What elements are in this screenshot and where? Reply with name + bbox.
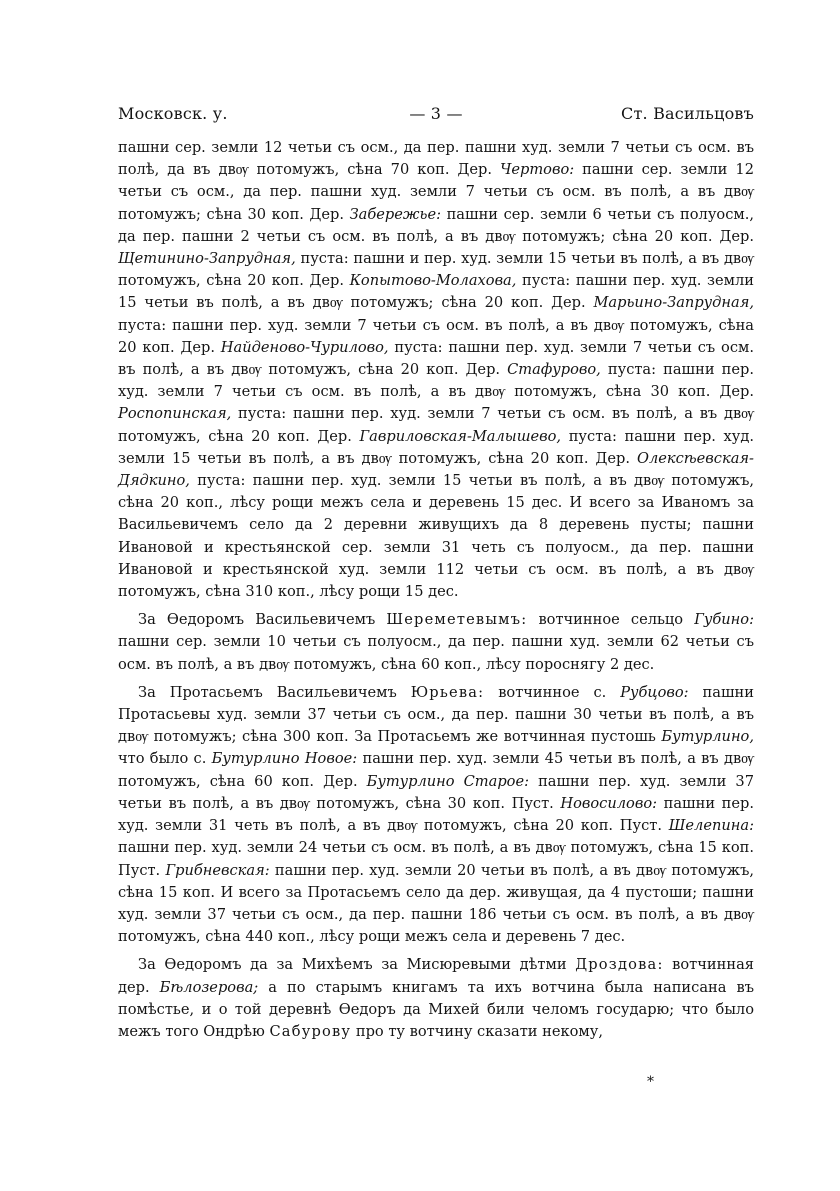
place-name: Забережье:: [349, 205, 441, 223]
place-name: Роспопинская,: [118, 405, 232, 423]
text-run: пуста: пашни пер. худ. земли 7 четьи съ осм. въ полѣ, а въ двѹ потомужъ, сѣна 30 коп. Дер.: [118, 361, 755, 401]
text-run: а по старымъ книгамъ та ихъ вотчина была написана въ помѣстье, и о той деревнѣ Ѳедоръ да Михей били челомъ государю; что было межъ того Ондрѣю: [118, 978, 755, 1040]
page-number: — 3 —: [409, 104, 463, 123]
place-name: Олексѣевская-Дядкино,: [118, 449, 754, 490]
paragraph: [118, 954, 754, 1043]
surname: Сабурову: [269, 1022, 352, 1040]
place-name: Марьино-Запрудная,: [593, 294, 754, 312]
text-run: За Протасьемъ Васильевичемъ: [138, 683, 411, 701]
text-run: вотчинная дер.: [118, 956, 754, 996]
text-run: пашни сер. земли 12 четьи съ осм., да пер. пашни худ. земли 7 четьи съ осм. въ полѣ, да въ двѹ потомужъ, сѣна 70 коп. Дер.: [118, 139, 754, 179]
text-run: пашни пер. худ. земли 24 четьи съ осм. въ полѣ, а въ двѹ потомужъ, сѣна 15 коп. Пуст.: [118, 839, 754, 879]
surname: Дроздова:: [575, 956, 664, 974]
text-run: пуста: пашни пер. худ. земли 7 четьи съ осм. въ полѣ, а въ двѹ потомужъ, сѣна 20 коп. Дер.: [118, 405, 754, 445]
text-run: пашни пер. худ. земли 20 четьи въ полѣ, а въ двѹ потомужъ, сѣна 15 коп. И всего за Протасьемъ село да дер. живущая, да 4 пустоши; пашни худ. земли 37 четьи съ осм., да пер. пашни 186 четьи съ осм. въ полѣ, а въ двѹ потомужъ, сѣна 440 коп., лѣсу рощи межъ села и деревень 7 дес.: [118, 861, 755, 946]
header-section: Ст. Васильцовъ: [621, 104, 754, 123]
text-run: пашни сер. земли 12 четьи съ осм., да пер. пашни худ. земли 7 четьи съ осм. въ полѣ, а въ двѹ потомужъ; сѣна 30 коп. Дер.: [118, 161, 755, 223]
place-name: Губино:: [694, 611, 754, 629]
place-name: Рубцово:: [620, 683, 689, 701]
running-header: [118, 104, 754, 123]
place-name: Гавриловская-Малышево,: [359, 427, 562, 445]
paragraph: [118, 137, 754, 603]
paragraph: [118, 609, 754, 676]
text-run: что было с.: [118, 750, 212, 768]
text-run: пуста: пашни и пер. худ. земли 15 четьи въ полѣ, а въ двѹ потомужъ, сѣна 20 коп. Дер.: [118, 250, 754, 290]
text-run: пуста: пашни пер. худ. земли 15 четьи въ полѣ, а въ двѹ потомужъ, сѣна 20 коп. Дер.: [118, 427, 754, 467]
text-run: пуста: пашни пер. худ. земли 15 четьи въ полѣ, а въ двѹ потомужъ, сѣна 20 коп., лѣсу рощи межъ села и деревень 15 дес. И всего за Иваномъ за Васильевичемъ село да 2 деревни живущихъ да 8 деревень пусты; пашни Ивановой и крестьянской сер. земли 31 четь съ полуосм., да пер. пашни Ивановой и крестьянской худ. земли 112 четьи съ осм. въ полѣ, а въ двѹ потомужъ, сѣна 310 коп., лѣсу рощи 15 дес.: [118, 472, 754, 601]
text-run: За Ѳедоромъ да за Михѣемъ за Мисюревыми дѣтми: [138, 956, 576, 974]
place-name: Бутурлино Новое:: [211, 750, 358, 768]
text-body: [118, 137, 754, 1043]
text-run: пашни Протасьевы худ. земли 37 четьи съ осм., да пер. пашни 30 четьи въ полѣ, а въ двѹ потомужъ; сѣна 300 коп. За Протасьемъ же вотчинная пустошь: [118, 683, 754, 746]
place-name: Шелепина:: [668, 817, 754, 835]
surname: Юрьева:: [410, 683, 485, 701]
surname: Шереметевымъ:: [386, 611, 528, 629]
text-run: пашни пер. худ. земли 45 четьи въ полѣ, а въ двѹ потомужъ, сѣна 60 коп. Дер.: [118, 750, 755, 790]
text-run: пашни сер. земли 10 четьи съ полуосм., да пер. пашни худ. земли 62 четьи съ осм. въ полѣ, а въ двѹ потомужъ, сѣна 60 коп., лѣсу пороснягу 2 дес.: [118, 633, 754, 673]
place-name: Копытово-Молахова,: [349, 272, 517, 290]
text-run: пашни пер. худ. земли 37 четьи въ полѣ, а въ двѹ потомужъ, сѣна 30 коп. Пуст.: [118, 772, 755, 812]
footer-mark: *: [647, 1074, 654, 1090]
place-name: Грибневская:: [165, 861, 270, 879]
text-run: За Ѳедоромъ Васильевичемъ: [138, 611, 387, 629]
text-run: вотчинное сельцо: [527, 611, 695, 629]
place-name: Бутурлино Старое:: [366, 772, 530, 790]
text-run: пашни сер. земли 6 четьи съ полуосм., да пер. пашни 2 четьи съ осм. въ полѣ, а въ двѹ потомужъ; сѣна 20 коп. Дер.: [118, 205, 755, 245]
place-name: Бѣлозерова;: [159, 978, 259, 996]
place-name: Чертово:: [500, 161, 575, 179]
place-name: Найденово-Чурилово,: [220, 338, 389, 356]
text-run: пуста: пашни пер. худ. земли 7 четьи съ осм. въ полѣ, а въ двѹ потомужъ, сѣна 20 коп. Дер.: [118, 316, 754, 356]
place-name: Бутурлино,: [661, 728, 754, 746]
place-name: Новосилово:: [560, 794, 658, 812]
text-run: пашни пер. худ. земли 31 четь въ полѣ, а въ двѹ потомужъ, сѣна 20 коп. Пуст.: [118, 794, 754, 835]
text-run: пуста: пашни пер. худ. земли 15 четьи въ полѣ, а въ двѹ потомужъ; сѣна 20 коп. Дер.: [118, 272, 754, 312]
place-name: Стафурово,: [507, 361, 601, 379]
paragraph: [118, 682, 754, 948]
text-run: пуста: пашни пер. худ. земли 7 четьи съ осм. въ полѣ, а въ двѹ потомужъ, сѣна 20 коп. Дер.: [118, 338, 754, 379]
text-run: вотчинное с.: [484, 683, 621, 701]
place-name: Щетинино-Запрудная,: [118, 250, 296, 268]
text-run: про ту вотчину сказати некому,: [351, 1022, 603, 1040]
document-page: [118, 104, 754, 1043]
header-district: Московск. у.: [118, 104, 228, 123]
